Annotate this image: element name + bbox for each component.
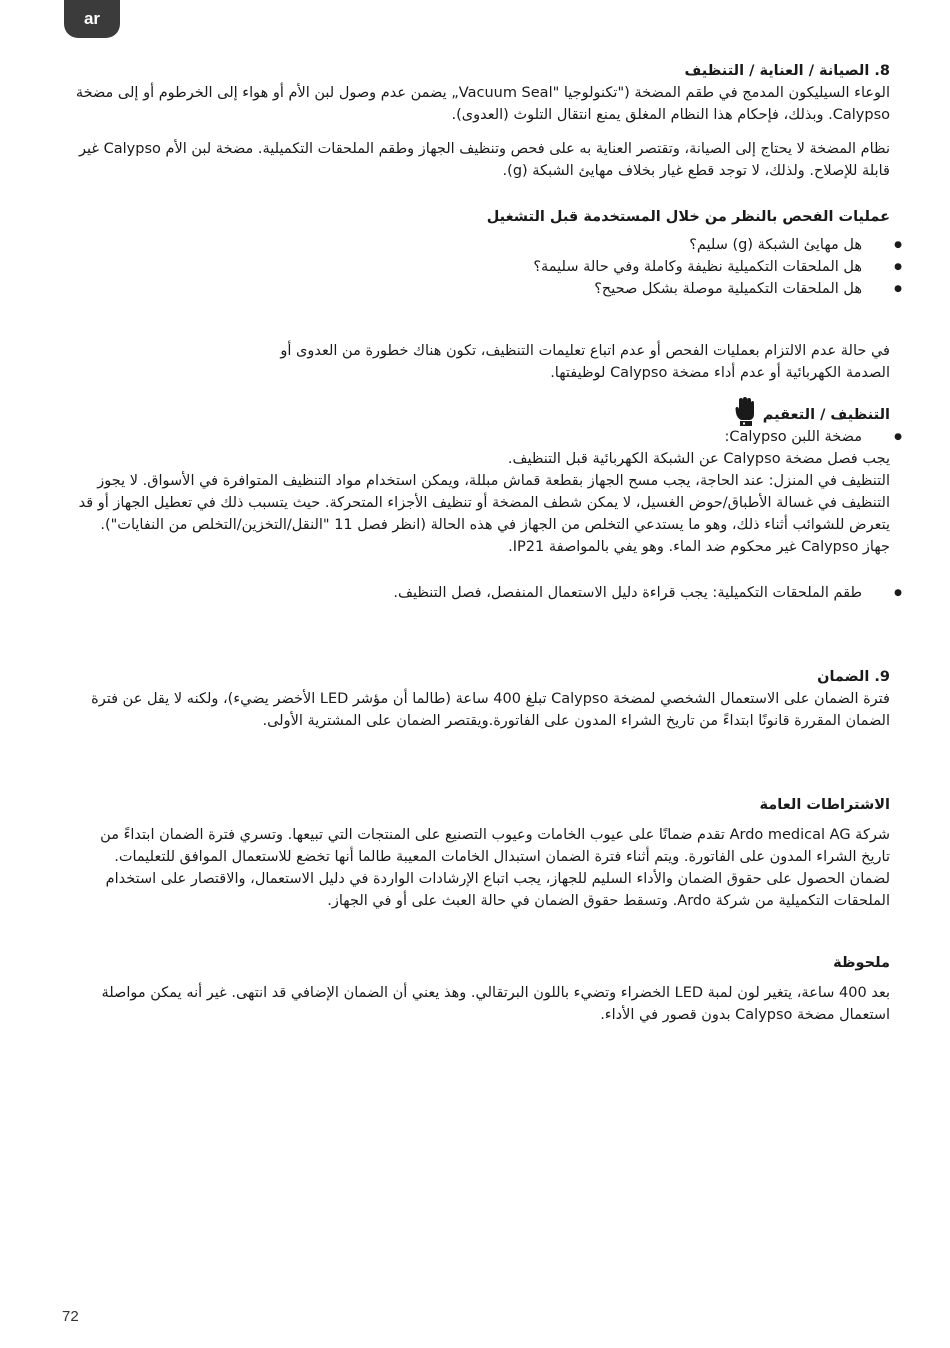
terms-paragraph: شركة Ardo medical AG تقدم ضمانًا على عيوب الخامات وعيوب التصنيع على المنتجات التي تبيعها. وتسري فترة الضمان ابتداءً من تاريخ الشراء المدون على الفاتورة. ويتم أثناء فترة الضمان استبدال الخامات المعيبة طالما أنها تخضع للاستعمال الموافق للتعليمات. لضمان الحصول على حقوق الضمان والأداء السليم للجهاز، يجب اتباع الإرشادات الواردة في دليل الاستعمال، والاقتصار على استخدام الملحقات التكميلية من شركة Ardo. وتسقط حقوق الضمان في حالة العبث على أو في الجهاز.: [100, 827, 890, 909]
page-number: 72: [62, 1308, 79, 1325]
note-paragraph: بعد 400 ساعة، يتغير لون لمبة LED الخضراء وتضيء باللون البرتقالي. وهذ يعني أن الضمان الإضافي قد انتهى. غير أنه يمكن مواصلة استعمال مضخة Calypso بدون قصور في الأداء.: [101, 985, 890, 1023]
checks-warning: في حالة عدم الالتزام بعمليات الفحص أو عدم اتباع تعليمات التنظيف، تكون هناك خطورة من العدوى أو الصدمة الكهربائية أو عدم أداء مضخة Calypso لوظيفتها.: [280, 343, 890, 381]
section-8-paragraph-1: الوعاء السيليكون المدمج في طقم المضخة ("تكنولوجيا "Vacuum Seal„ يضمن عدم وصول لبن الأم أو هواء إلى الخرطوم أو إلى مضخة Calypso. وبذلك، فإحكام هذا النظام المغلق يمنع انتقال التلوث (العدوى).: [75, 85, 890, 123]
section-8-title: 8. الصيانة / العناية / التنظيف: [684, 63, 890, 79]
section-9-paragraph: فترة الضمان على الاستعمال الشخصي لمضخة Calypso تبلغ 400 ساعة (طالما أن مؤشر LED الأخضر يضيء)، ولكنه لا يقل عن فترة الضمان المقررة قانونًا ابتداءً من تاريخ الشراء المدون على الفاتورة.ويقتصر الضمان على المشترية الأولى.: [91, 691, 890, 729]
cleaning-line-1: يجب فصل مضخة Calypso عن الشبكة الكهربائية قبل التنظيف.: [507, 451, 890, 467]
cleaning-line-3: جهاز Calypso غير محكوم ضد الماء. وهو يفي بالمواصفة IP21.: [508, 539, 890, 555]
section-9-title: 9. الضمان: [817, 669, 890, 685]
list-item: ● هل مهايئ الشبكة (g) سليم؟: [70, 234, 862, 256]
language-tab: ar: [64, 0, 120, 38]
note-title: ملحوظة: [833, 955, 890, 971]
list-item: ● هل الملحقات التكميلية موصلة بشكل صحيح؟: [70, 278, 862, 300]
cleaning-title: التنظيف / التعقيم: [762, 407, 890, 423]
list-item: ● مضخة اللبن Calypso:: [70, 426, 862, 448]
cleaning-line-2: التنظيف في المنزل: عند الحاجة، يجب مسح الجهاز بقطعة قماش مبللة، ويمكن استخدام مواد التنظيف المتوافرة في الأسواق. لا يجوز التنظيف في غسالة الأطباق/حوض الغسيل، لا يمكن شطف المضخة أو تنظيف الأجزاء المتحركة. حيث يتسبب ذلك في تعطيل الجهاز أو قد يتعرض للشوائب أثناء ذلك، وهو ما يستدعي التخلص من الجهاز في هذه الحالة (انظر فصل 11 "النقل/التخزين/التخلص من النفايات").: [78, 473, 890, 533]
list-item: ● طقم الملحقات التكميلية: يجب قراءة دليل الاستعمال المنفصل، فصل التنظيف.: [70, 582, 862, 604]
cleaning-list: [70, 426, 890, 448]
checks-title: عمليات الفحص بالنظر من خلال المستخدمة قبل التشغيل: [486, 209, 890, 225]
list-item: ● هل الملحقات التكميلية نظيفة وكاملة وفي حالة سليمة؟: [70, 256, 862, 278]
cleaning-list-2: [70, 582, 890, 604]
cleaning-heading: [70, 396, 890, 426]
checks-list: [70, 234, 890, 300]
hand-icon: [735, 396, 755, 426]
terms-title: الاشتراطات العامة: [759, 797, 890, 813]
section-8-paragraph-2: نظام المضخة لا يحتاج إلى الصيانة، وتقتصر العناية به على فحص وتنظيف الجهاز وطقم الملحقات التكميلية. مضخة لبن الأم Calypso غير قابلة للإصلاح. ولذلك، لا توجد قطع غيار بخلاف مهايئ الشبكة (g).: [79, 141, 890, 179]
document-body: [70, 60, 890, 1026]
